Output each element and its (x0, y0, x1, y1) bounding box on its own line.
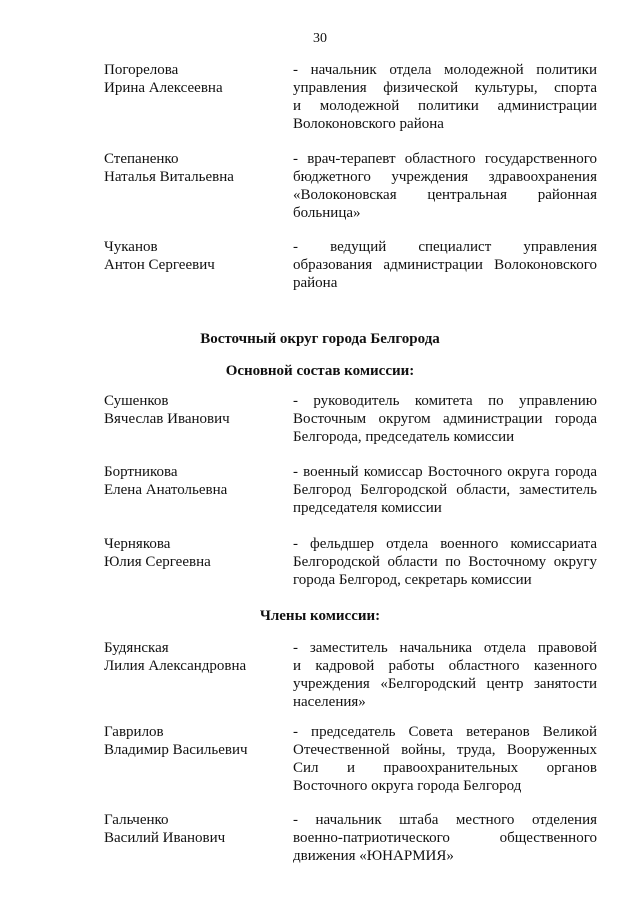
person-name (104, 639, 284, 675)
description-line: и кадровой работы областного казенного (293, 658, 597, 674)
description-line: Восточного округа города Белгород (293, 778, 522, 794)
given-names: Наталья Витальевна (104, 169, 234, 185)
surname: Чернякова (104, 536, 171, 552)
description-line: - председатель Совета ветеранов Великой (293, 724, 597, 740)
surname: Будянская (104, 640, 169, 656)
surname: Гальченко (104, 812, 169, 828)
given-names: Ирина Алексеевна (104, 80, 223, 96)
description-line: - военный комиссар Восточного округа города (293, 464, 597, 480)
surname: Бортникова (104, 464, 178, 480)
person-name (104, 61, 284, 97)
surname: Чуканов (104, 239, 158, 255)
description-line: военно-патриотического общественного (293, 830, 597, 846)
description-line: Отечественной войны, труда, Вооруженных (293, 742, 597, 758)
person-name (104, 392, 284, 428)
description-line: бюджетного учреждения здравоохранения (293, 169, 597, 185)
district-heading: Восточный округ города Белгорода (200, 331, 440, 347)
position-description (293, 238, 597, 292)
position-description (293, 811, 597, 865)
description-line: - руководитель комитета по управлению (293, 393, 597, 409)
person-name (104, 535, 284, 571)
description-line: - врач-терапевт областного государственного (293, 151, 597, 167)
description-line: Сил и правоохранительных органов (293, 760, 597, 776)
position-description (293, 463, 597, 517)
page-number: 30 (313, 31, 327, 46)
surname: Степаненко (104, 151, 179, 167)
description-line: - заместитель начальника отдела правовой (293, 640, 597, 656)
description-line: больница» (293, 205, 361, 221)
person-name (104, 811, 284, 847)
description-line: движения «ЮНАРМИЯ» (293, 848, 454, 864)
section-heading-main: Основной состав комиссии: (225, 363, 415, 379)
description-line: образования администрации Волоконовского (293, 257, 597, 273)
section-heading-members: Члены комиссии: (259, 608, 381, 624)
position-description (293, 61, 597, 133)
given-names: Юлия Сергеевна (104, 554, 211, 570)
given-names: Вячеслав Иванович (104, 411, 230, 427)
person-name (104, 463, 284, 499)
position-description (293, 723, 597, 795)
description-line: города Белгород, секретарь комиссии (293, 572, 532, 588)
surname: Гаврилов (104, 724, 164, 740)
description-line: - фельдшер отдела военного комиссариата (293, 536, 597, 552)
given-names: Василий Иванович (104, 830, 226, 846)
description-line: учреждения «Белгородский центр занятости (293, 676, 597, 692)
person-name (104, 723, 284, 759)
description-line: председателя комиссии (293, 500, 442, 516)
surname: Сушенков (104, 393, 169, 409)
given-names: Владимир Васильевич (104, 742, 248, 758)
position-description (293, 535, 597, 589)
description-line: Белгород Белгородской области, заместитель (293, 482, 597, 498)
description-line: - ведущий специалист управления (293, 239, 597, 255)
position-description (293, 392, 597, 446)
surname: Погорелова (104, 62, 179, 78)
description-line: Белгорода, председатель комиссии (293, 429, 515, 445)
person-name (104, 150, 284, 186)
description-line: Восточным округом администрации города (293, 411, 597, 427)
given-names: Антон Сергеевич (104, 257, 215, 273)
given-names: Лилия Александровна (104, 658, 247, 674)
description-line: и молодежной политики администрации (293, 98, 597, 114)
description-line: Волоконовского района (293, 116, 444, 132)
description-line: района (293, 275, 338, 291)
description-line: Белгородской области по Восточному округу (293, 554, 597, 570)
description-line: населения» (293, 694, 366, 710)
position-description (293, 639, 597, 711)
description-line: - начальник отдела молодежной политики (293, 62, 597, 78)
description-line: - начальник штаба местного отделения (293, 812, 597, 828)
person-name (104, 238, 284, 274)
given-names: Елена Анатольевна (104, 482, 228, 498)
description-line: управления физической культуры, спорта (293, 80, 597, 96)
description-line: «Волоконовская центральная районная (293, 187, 597, 203)
position-description (293, 150, 597, 222)
